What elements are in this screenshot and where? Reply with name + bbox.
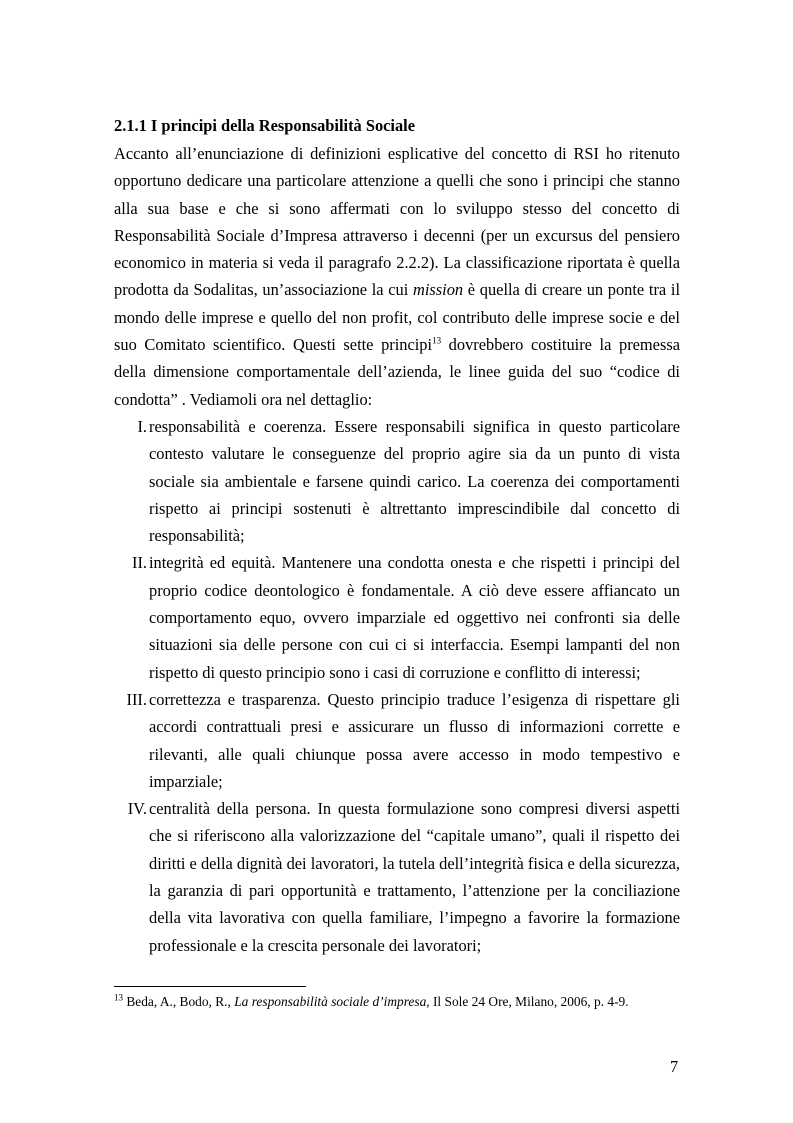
intro-paragraph — [114, 140, 680, 413]
list-numeral: III. — [126, 689, 147, 709]
footnote-divider — [114, 986, 306, 987]
footnote-title: La responsabilità sociale d’impresa — [234, 994, 427, 1009]
list-numeral: II. — [131, 553, 147, 573]
list-numeral: IV. — [127, 799, 147, 819]
list-item — [114, 549, 680, 685]
footnote — [114, 993, 629, 1011]
list-item-text: responsabilità e coerenza. Essere responsabili significa in questo particolare contesto valutare le conseguenze del proprio agire sia da un punto di vista sociale sia ambientale e farsene quindi carico. La coerenza dei comportamenti rispetto ai principi sostenuti è altrettanto imprescindibile dal concetto di responsabilità; — [149, 417, 680, 546]
list-numeral: I. — [137, 417, 147, 436]
intro-text-part2: è quella di creare un ponte tra il mondo delle imprese e quello del non profit, col contributo delle imprese socie e del suo Comitato scientifico. Questi sette principi — [114, 280, 680, 355]
list-item — [114, 413, 680, 549]
mission-term: mission — [413, 280, 464, 300]
list-item-text: centralità della persona. In questa formulazione sono compresi diversi aspetti che si riferiscono alla valorizzazione del “capitale umano”, quali il rispetto dei diritti e della dignità dei lavoratori, la tutela dell’integrità fisica e della sicurezza, la garanzia di pari opportunità e trattamento, l’attenzione per la conciliazione della vita lavorativa con quella familiare, l’impegno a favorire la formazione professionale e la crescita personale dei lavoratori; — [149, 799, 680, 955]
list-item-text: correttezza e trasparenza. Questo principio traduce l’esigenza di rispettare gli accordi contrattuali presi e assicurare un flusso di informazioni corrette e rilevanti, alle quali chiunque possa avere accesso in modo tempestivo e imparziale; — [149, 689, 680, 791]
list-item — [114, 795, 680, 959]
intro-text-part3: dovrebbero costituire la premessa della dimensione comportamentale dell’azienda, le linee guida del suo “codice di condotta” . Vediamoli ora nel dettaglio: — [114, 335, 680, 409]
list-item — [114, 686, 680, 795]
footnote-authors: Beda, A., Bodo, R., — [123, 994, 235, 1009]
footnote-publication: , Il Sole 24 Ore, Milano, 2006, p. 4-9. — [426, 994, 629, 1009]
principles-list — [114, 413, 680, 959]
footnote-reference[interactable]: 13 — [432, 335, 442, 346]
intro-text-part1: Accanto all’enunciazione di definizioni esplicative del concetto di RSI ho ritenuto opportuno dedicare una particolare attenzione a quelli che sono i principi che stanno alla sua base e che si sono affermati con lo sviluppo stesso del concetto di Responsabilità Sociale d’Impresa attraverso i decenni (per un excursus del pensiero economico in materia si veda il paragrafo 2.2.2). La classificazione riportata è quella prodotta da Sodalitas, un’associazione la cui — [114, 144, 680, 300]
footnote-number: 13 — [114, 992, 123, 1003]
page-number: 7 — [670, 1057, 679, 1076]
list-item-text: integrità ed equità. Mantenere una condotta onesta e che rispetti i principi del proprio codice deontologico è fondamentale. A ciò deve essere affiancato un comportamento equo, ovvero imparziale ed oggettivo nei confronti sia delle situazioni sia delle persone con cui ci si interfaccia. Esempi lampanti del non rispetto di questo principio sono i casi di corruzione e conflitto di interessi; — [149, 553, 680, 682]
section-heading: 2.1.1 I principi della Responsabilità Sociale — [114, 116, 415, 135]
